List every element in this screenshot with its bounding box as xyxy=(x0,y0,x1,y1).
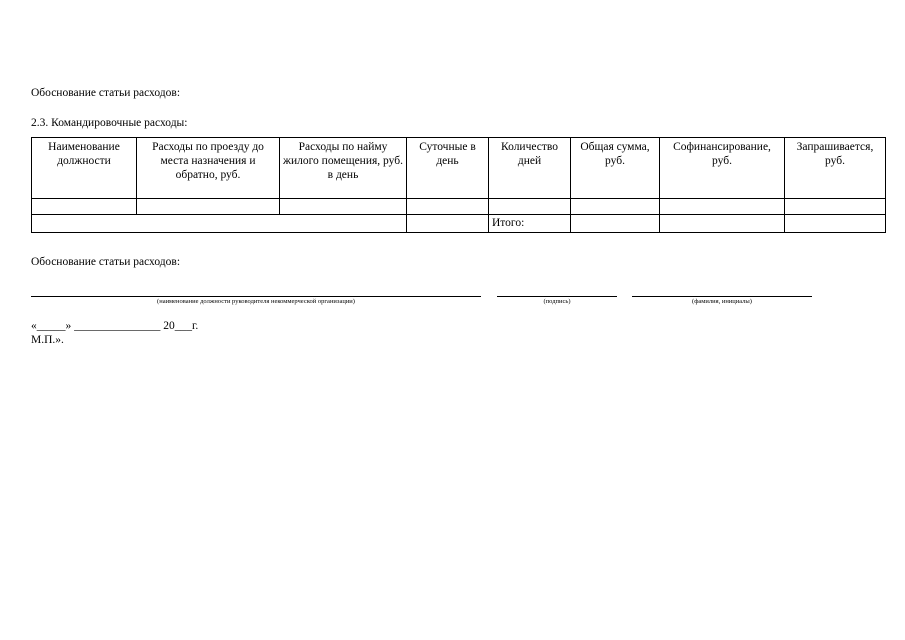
position-signature-line[interactable] xyxy=(31,296,481,297)
total-row xyxy=(32,215,886,233)
stamp-label: М.П.». xyxy=(31,334,64,346)
column-header: Наименование должности xyxy=(32,138,137,199)
column-header: Запрашивается, руб. xyxy=(785,138,886,199)
travel-expenses-table xyxy=(31,137,886,233)
table-cell[interactable] xyxy=(32,199,137,215)
total-sum-cell[interactable] xyxy=(571,215,660,233)
table-cell[interactable] xyxy=(137,199,280,215)
table-cell[interactable] xyxy=(785,199,886,215)
signature-caption: (подпись) xyxy=(543,298,571,305)
total-requested-cell[interactable] xyxy=(785,215,886,233)
table-header-row xyxy=(32,138,886,199)
table-cell[interactable] xyxy=(489,199,571,215)
table-row xyxy=(32,199,886,215)
table-cell[interactable] xyxy=(571,199,660,215)
table-cell[interactable] xyxy=(660,199,785,215)
total-cofinancing-cell[interactable] xyxy=(660,215,785,233)
date-line: «_____» _______________ 20___г. xyxy=(31,320,199,332)
name-caption: (фамилия, инициалы) xyxy=(692,298,752,305)
column-header: Расходы по проезду до места назначения и обратно, руб. xyxy=(137,138,280,199)
justification-label-2: Обоснование статьи расходов: xyxy=(31,256,181,268)
signature-line[interactable] xyxy=(497,296,617,297)
table-cell[interactable] xyxy=(407,215,489,233)
name-signature-line[interactable] xyxy=(632,296,812,297)
justification-label-1: Обоснование статьи расходов: xyxy=(31,87,181,99)
column-header: Расходы по найму жилого помещения, руб. в день xyxy=(280,138,407,199)
total-label: Итого: xyxy=(489,215,571,233)
column-header: Софинансирование, руб. xyxy=(660,138,785,199)
column-header: Суточные в день xyxy=(407,138,489,199)
table-cell[interactable] xyxy=(280,199,407,215)
table-cell xyxy=(32,215,407,233)
section-title: 2.3. Командировочные расходы: xyxy=(31,117,188,129)
column-header: Общая сумма, руб. xyxy=(571,138,660,199)
table-cell[interactable] xyxy=(407,199,489,215)
column-header: Количество дней xyxy=(489,138,571,199)
position-caption: (наименование должности руководителя некоммерческой организации) xyxy=(157,298,355,305)
